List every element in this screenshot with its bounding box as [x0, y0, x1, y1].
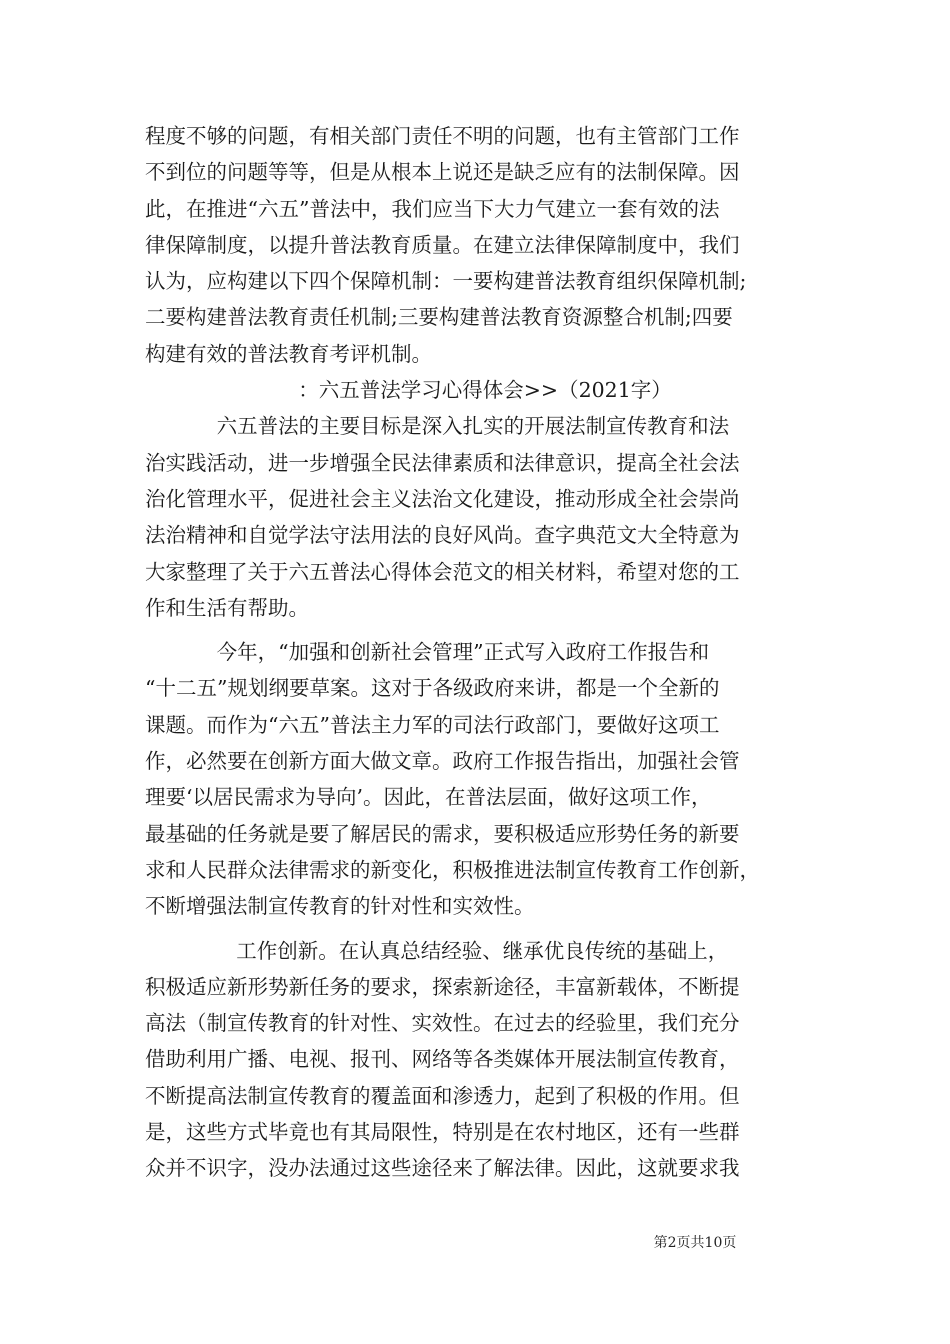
text-line: 高法（制宣传教育的针对性、实效性。在过去的经验里，我们充分 — [145, 1011, 740, 1036]
text-line: 是，这些方式毕竟也有其局限性，特别是在农村地区，还有一些群 — [145, 1120, 740, 1145]
page-footer — [0, 1232, 950, 1252]
text-line: 作和生活有帮助。 — [145, 595, 309, 620]
text-line: 认为，应构建以下四个保障机制：一要构建普法教育组织保障机制; — [145, 269, 747, 294]
text-line: 不断增强法制宣传教育的针对性和实效性。 — [145, 894, 535, 919]
text-line: 此，在推进“六五”普法中，我们应当下大力气建立一套有效的法 — [145, 196, 720, 221]
text-line: 最基础的任务就是要了解居民的需求，要积极适应形势任务的新要 — [145, 821, 740, 846]
text-line: 程度不够的问题，有相关部门责任不明的问题，也有主管部门工作 — [145, 124, 740, 148]
text-line: 借助利用广播、电视、报刊、网络等各类媒体开展法制宣传教育， — [145, 1047, 740, 1072]
text-line: 法治精神和自觉学法守法用法的良好风尚。查字典范文大全特意为 — [145, 523, 740, 548]
text-line: 律保障制度，以提升普法教育质量。在建立法律保障制度中，我们 — [145, 232, 740, 257]
paragraph-work-innovation — [145, 933, 825, 1187]
text-line: 求和人民群众法律需求的新变化，积极推进法制宣传教育工作创新， — [145, 857, 760, 882]
text-line: “十二五”规划纲要草案。这对于各级政府来讲，都是一个全新的 — [145, 676, 720, 701]
text-line: 二要构建普法教育责任机制;三要构建普法教育资源整合机制;四要 — [145, 305, 733, 330]
text-line: 不到位的问题等等，但是从根本上说还是缺乏应有的法制保障。因 — [145, 160, 740, 185]
text-line: 工作创新。在认真总结经验、继承优良传统的基础上， — [145, 938, 729, 963]
text-line: 作，必然要在创新方面大做文章。政府工作报告指出，加强社会管 — [145, 749, 740, 774]
text-line: 治实践活动，进一步增强全民法律素质和法律意识，提高全社会法 — [145, 450, 740, 475]
continuation-paragraph — [145, 118, 825, 372]
text-line: 今年，“加强和创新社会管理”正式写入政府工作报告和 — [145, 640, 710, 665]
paragraph-social-management — [145, 634, 825, 924]
text-line: 理要‘以居民需求为导向’。因此，在普法层面，做好这项工作， — [145, 785, 712, 810]
section-heading: ：六五普法学习心得体会>>（2021字） — [298, 378, 672, 403]
text-line: 积极适应新形势新任务的要求，探索新途径，丰富新载体，不断提 — [145, 974, 740, 999]
text-line: 六五普法的主要目标是深入扎实的开展法制宣传教育和法 — [145, 414, 730, 439]
text-line: 众并不识字，没办法通过这些途径来了解法律。因此，这就要求我 — [145, 1156, 740, 1181]
text-line: 不断提高法制宣传教育的覆盖面和渗透力，起到了积极的作用。但 — [145, 1083, 740, 1108]
paragraph-intro — [145, 408, 825, 626]
text-line: 大家整理了关于六五普法心得体会范文的相关材料，希望对您的工 — [145, 559, 740, 584]
text-line: 课题。而作为“六五”普法主力军的司法行政部门，要做好这项工 — [145, 712, 720, 737]
text-line: 构建有效的普法教育考评机制。 — [145, 341, 432, 366]
text-line: 治化管理水平，促进社会主义法治文化建设，推动形成全社会崇尚 — [145, 486, 740, 511]
paragraph-spacer — [145, 925, 825, 933]
paragraph-spacer — [145, 626, 825, 634]
page-number: 第2页共10页 — [653, 1235, 737, 1251]
document-body — [145, 118, 825, 1187]
